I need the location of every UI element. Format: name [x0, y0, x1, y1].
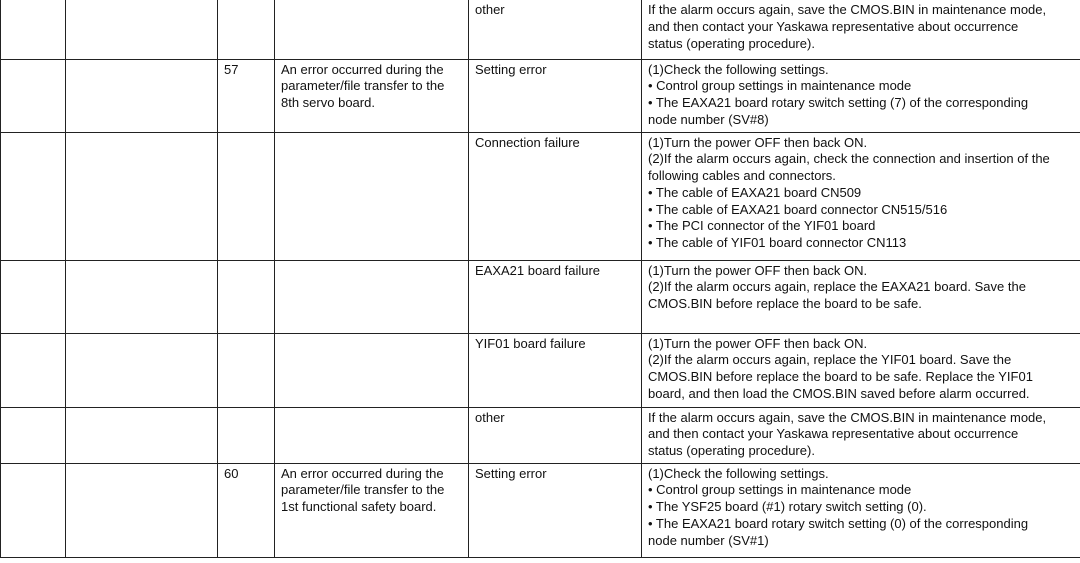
alarm-description-cell — [275, 0, 469, 59]
blank-cell-2 — [66, 0, 218, 59]
description-line: parameter/file transfer to the — [281, 78, 445, 94]
remedy-cell — [642, 260, 1080, 333]
remedy-line: and then contact your Yaskawa representative about occurrence — [648, 18, 1019, 34]
blank-cell-1 — [1, 463, 66, 557]
description-line: parameter/file transfer to the — [281, 482, 445, 498]
remedy-line: node number (SV#1) — [648, 532, 769, 548]
remedy-cell — [642, 0, 1080, 59]
alarm-code-cell — [218, 260, 275, 333]
remedy-cell — [642, 132, 1080, 260]
cause-cell: EAXA21 board failure — [469, 260, 642, 333]
description-line: 1st functional safety board. — [281, 499, 437, 515]
alarm-code-cell: 57 — [218, 59, 275, 132]
alarm-code-cell — [218, 132, 275, 260]
table-row — [1, 260, 1080, 333]
table-row — [1, 463, 1080, 557]
blank-cell-1 — [1, 333, 66, 407]
remedy-line: (1)Turn the power OFF then back ON. — [648, 335, 868, 351]
remedy-cell — [642, 333, 1080, 407]
remedy-line: (2)If the alarm occurs again, replace the YIF01 board. Save the — [648, 352, 1012, 368]
alarm-code-cell — [218, 0, 275, 59]
blank-cell-2 — [66, 333, 218, 407]
alarm-code-cell — [218, 333, 275, 407]
blank-cell-1 — [1, 132, 66, 260]
table-row — [1, 333, 1080, 407]
remedy-line: • The PCI connector of the YIF01 board — [648, 218, 876, 234]
remedy-line: following cables and connectors. — [648, 168, 836, 184]
description-line: 8th servo board. — [281, 95, 375, 111]
remedy-line: status (operating procedure). — [648, 443, 815, 459]
remedy-line: (1)Check the following settings. — [648, 465, 829, 481]
remedy-line: (1)Check the following settings. — [648, 61, 829, 77]
alarm-description-cell — [275, 132, 469, 260]
blank-cell-1 — [1, 260, 66, 333]
blank-cell-1 — [1, 59, 66, 132]
remedy-line: node number (SV#8) — [648, 111, 769, 127]
cause-cell: YIF01 board failure — [469, 333, 642, 407]
cause-cell: other — [469, 407, 642, 463]
blank-cell-2 — [66, 132, 218, 260]
blank-cell-1 — [1, 407, 66, 463]
alarm-description-cell — [275, 59, 469, 132]
remedy-line: CMOS.BIN before replace the board to be safe. — [648, 296, 922, 312]
table-row — [1, 407, 1080, 463]
remedy-cell — [642, 463, 1080, 557]
blank-cell-2 — [66, 59, 218, 132]
remedy-line: status (operating procedure). — [648, 35, 815, 51]
remedy-line: • The cable of YIF01 board connector CN113 — [648, 235, 907, 251]
blank-cell-2 — [66, 260, 218, 333]
remedy-line: • The EAXA21 board rotary switch setting (7) of the corresponding — [648, 95, 1029, 111]
remedy-cell — [642, 407, 1080, 463]
alarm-table-body — [1, 0, 1080, 557]
remedy-line: CMOS.BIN before replace the board to be safe. Replace the YIF01 — [648, 369, 1033, 385]
cause-cell: Connection failure — [469, 132, 642, 260]
remedy-line: (2)If the alarm occurs again, check the connection and insertion of the — [648, 151, 1050, 167]
description-line: An error occurred during the — [281, 61, 444, 77]
table-row — [1, 59, 1080, 132]
alarm-description-cell — [275, 407, 469, 463]
remedy-line: board, and then load the CMOS.BIN saved before alarm occurred. — [648, 385, 1030, 401]
remedy-line: (1)Turn the power OFF then back ON. — [648, 134, 868, 150]
remedy-line: and then contact your Yaskawa representative about occurrence — [648, 426, 1019, 442]
alarm-code-cell: 60 — [218, 463, 275, 557]
alarm-description-cell — [275, 463, 469, 557]
remedy-line: • The cable of EAXA21 board connector CN515/516 — [648, 201, 948, 217]
table-row — [1, 0, 1080, 59]
cause-cell: Setting error — [469, 59, 642, 132]
remedy-line: If the alarm occurs again, save the CMOS.BIN in maintenance mode, — [648, 409, 1047, 425]
cause-cell: Setting error — [469, 463, 642, 557]
description-line: An error occurred during the — [281, 465, 444, 481]
remedy-line: (1)Turn the power OFF then back ON. — [648, 262, 868, 278]
remedy-line: • The EAXA21 board rotary switch setting (0) of the corresponding — [648, 515, 1029, 531]
remedy-line: • The YSF25 board (#1) rotary switch setting (0). — [648, 499, 927, 515]
alarm-code-cell — [218, 407, 275, 463]
remedy-line: (2)If the alarm occurs again, replace the EAXA21 board. Save the — [648, 279, 1026, 295]
remedy-line: • Control group settings in maintenance mode — [648, 482, 912, 498]
alarm-description-cell — [275, 333, 469, 407]
cause-cell: other — [469, 0, 642, 59]
blank-cell-2 — [66, 407, 218, 463]
table-row — [1, 132, 1080, 260]
remedy-cell — [642, 59, 1080, 132]
remedy-line: • Control group settings in maintenance mode — [648, 78, 912, 94]
blank-cell-1 — [1, 0, 66, 59]
blank-cell-2 — [66, 463, 218, 557]
remedy-line: • The cable of EAXA21 board CN509 — [648, 184, 862, 200]
remedy-line: If the alarm occurs again, save the CMOS.BIN in maintenance mode, — [648, 2, 1047, 17]
alarm-description-cell — [275, 260, 469, 333]
